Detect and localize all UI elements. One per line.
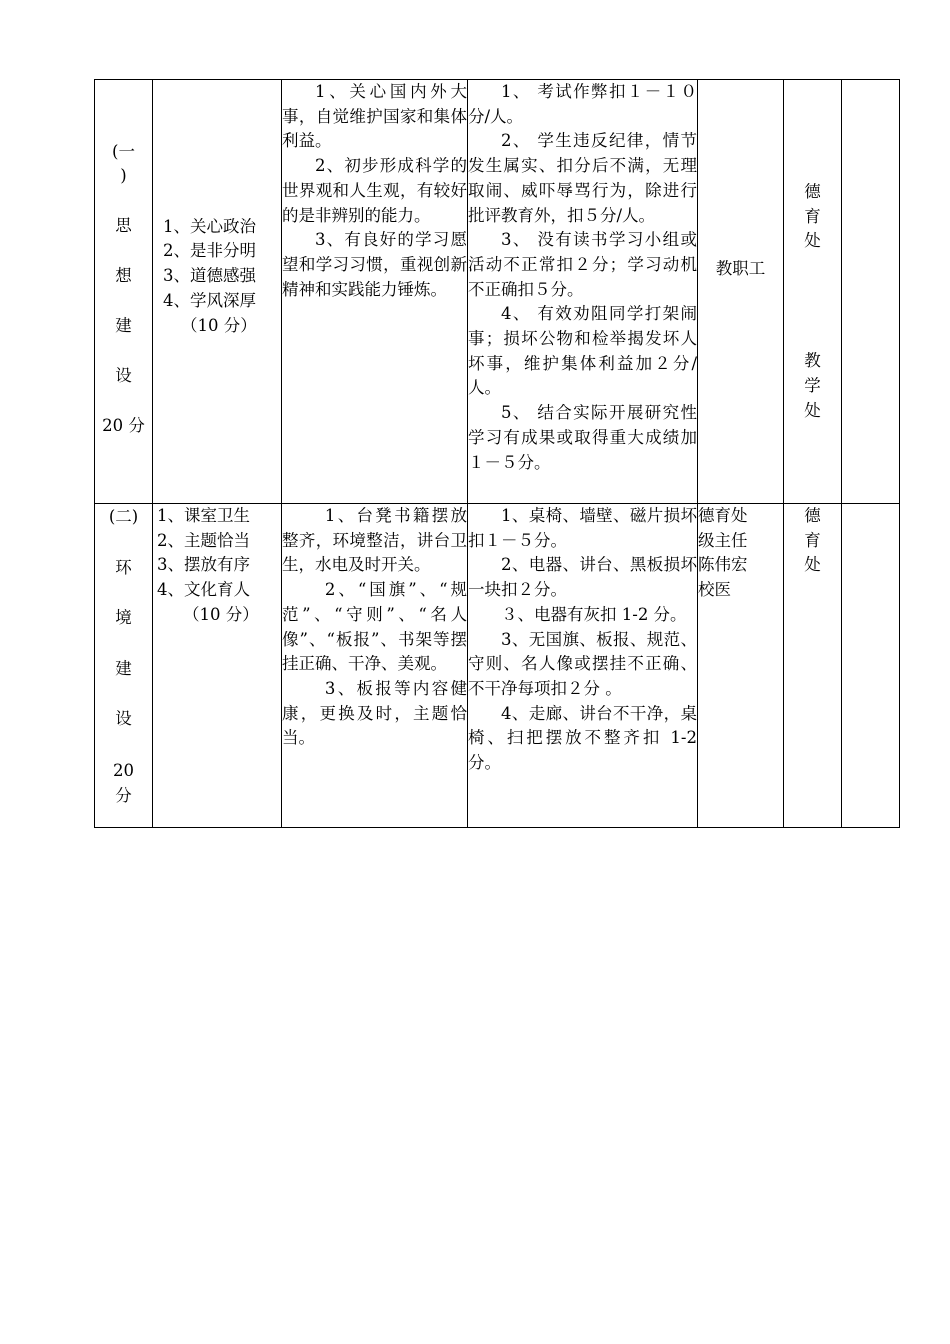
rule-item: ３、电器有灰扣 1-2 分。 — [501, 604, 687, 624]
evaluation-table — [94, 79, 900, 828]
list-item: 4、学风深厚 — [163, 290, 256, 310]
category-cell — [95, 80, 153, 504]
table-row — [95, 504, 900, 828]
category-score-number: 20 — [113, 760, 134, 780]
items-list — [163, 215, 281, 339]
department-char: 处 — [804, 555, 821, 575]
responsible-text: 教职工 — [715, 259, 766, 279]
list-item: 1、关心政治 — [163, 216, 256, 236]
standard-item: 1、台凳书籍摆放整齐，环境整洁，讲台卫生，水电及时开关。 — [282, 506, 467, 575]
standard-item: 3、板报等内容健康，更换及时，主题恰当。 — [282, 678, 467, 748]
category-number — [95, 140, 152, 188]
category-score-unit: 分 — [115, 785, 132, 805]
standards-cell — [282, 504, 468, 828]
rule-item: 1、 考试作弊扣１－１０分/人。 — [468, 82, 697, 126]
category-char: 建 — [115, 316, 132, 335]
category-score — [95, 758, 152, 808]
standard-item: 1、关心国内外大事，自觉维护国家和集体利益。 — [282, 82, 467, 151]
department-char: 教 — [804, 351, 821, 371]
items-score: （10 分） — [181, 315, 257, 335]
department-char: 德 — [804, 506, 821, 525]
responsible-text: 校医 — [698, 580, 731, 600]
items-cell — [153, 80, 282, 504]
category-char: 建 — [115, 658, 132, 678]
department-char: 处 — [804, 400, 821, 420]
rules-cell — [468, 80, 698, 504]
department-char: 学 — [804, 375, 821, 395]
category-char: 境 — [115, 608, 132, 627]
list-item: 2、是非分明 — [163, 241, 256, 261]
department-char: 育 — [804, 530, 821, 550]
department-bottom — [784, 349, 841, 423]
standard-item: 2、初步形成科学的世界观和人生观，有较好的是非辨别的能力。 — [282, 156, 467, 225]
standards-cell — [282, 80, 468, 504]
empty-cell — [842, 80, 900, 504]
category-char: 设 — [115, 366, 132, 385]
category-char: 设 — [115, 709, 132, 728]
category-number: (二) — [108, 507, 139, 526]
list-item: 4、文化育人 — [157, 580, 250, 600]
empty-cell — [842, 504, 900, 828]
list-item: 2、主题恰当 — [157, 530, 250, 550]
items-cell — [153, 504, 282, 828]
list-item: 3、道德感强 — [163, 266, 256, 286]
department-char: 处 — [804, 231, 821, 251]
category-title — [95, 201, 152, 451]
category-cell — [95, 504, 153, 828]
rules-cell — [468, 504, 698, 828]
responsible-cell — [698, 80, 784, 504]
category-title — [95, 504, 152, 745]
department-cell — [784, 504, 842, 828]
rule-item: 4、走廊、讲台不干净，桌椅、扫把摆放不整齐扣 1-2 分。 — [468, 703, 697, 773]
category-open: (一 — [112, 142, 135, 161]
category-close: ) — [120, 166, 127, 185]
rule-item: 3、无国旗、板报、规范、守则、名人像或摆挂不正确、不干净每项扣２分 。 — [468, 629, 697, 698]
table-row — [95, 80, 900, 504]
responsible-text: 德育处 — [698, 506, 748, 525]
rule-item: 1、桌椅、墙壁、磁片损坏扣１－５分。 — [468, 506, 697, 550]
responsible-cell — [698, 504, 784, 828]
department-char: 育 — [804, 206, 821, 226]
category-char: 思 — [115, 216, 132, 235]
rule-item: 5、 结合实际开展研究性学习有成果或取得重大成绩加１－５分。 — [468, 403, 697, 472]
standard-item: 2、“国旗”、“规范”、“守则”、“名人像”、“板报”、书架等摆挂正确、干净、美观。 — [282, 580, 467, 674]
category-score: 20 分 — [102, 416, 145, 435]
list-item: 1、课室卫生 — [157, 506, 250, 525]
department-cell — [784, 80, 842, 504]
rule-item: 2、 学生违反纪律，情节发生属实、扣分后不满，无理取闹、威吓辱骂行为，除进行批评教育外，扣５分/人。 — [468, 131, 697, 225]
category-char: 环 — [115, 557, 132, 577]
responsible-text: 陈伟宏 — [698, 555, 748, 575]
list-item: 3、摆放有序 — [157, 555, 250, 575]
rule-item: 2、电器、讲台、黑板损坏一块扣２分。 — [468, 555, 697, 600]
category-char: 想 — [115, 266, 132, 285]
department-top — [784, 180, 841, 254]
rule-item: 3、 没有读书学习小组或活动不正常扣２分；学习动机不正确扣５分。 — [468, 230, 697, 299]
items-score: （10 分） — [183, 604, 259, 624]
responsible-text: 级主任 — [698, 530, 748, 550]
standard-item: 3、有良好的学习愿望和学习习惯，重视创新精神和实践能力锤炼。 — [282, 230, 467, 299]
rule-item: 4、 有效劝阻同学打架闹事；损坏公物和检举揭发坏人坏事，维护集体利益加２分/人。 — [468, 304, 697, 398]
department-char: 德 — [804, 182, 821, 201]
